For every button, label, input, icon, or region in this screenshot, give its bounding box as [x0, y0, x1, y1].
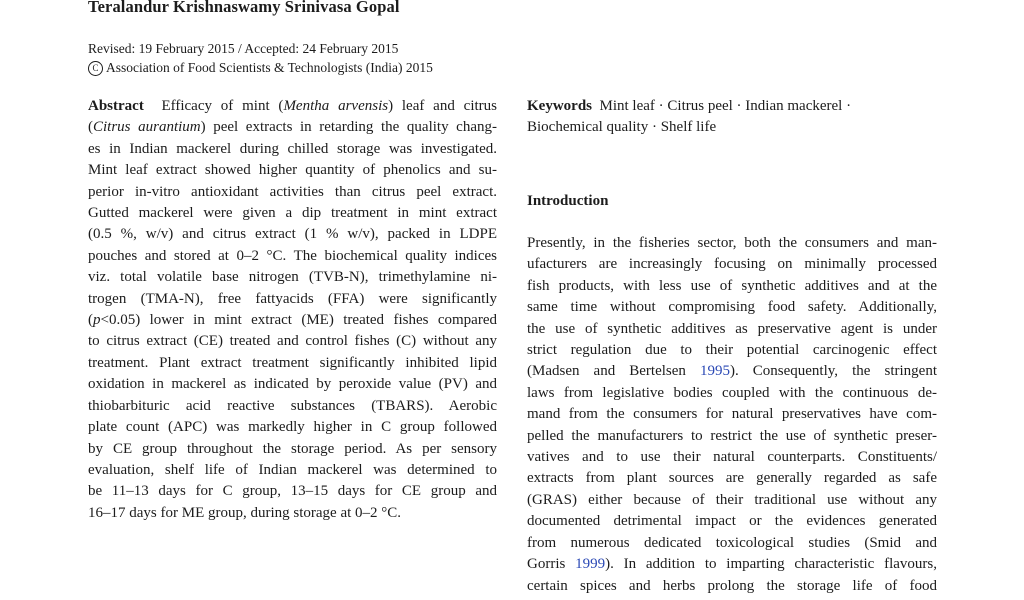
abstract-section [88, 96, 497, 524]
citation-link[interactable]: 1995 [699, 363, 730, 380]
intro-line: mand from the consumers for natural preservatives have com- [527, 406, 937, 423]
intro-line: laws from legislative bodies coupled with the continuous de- [527, 384, 937, 401]
intro-line: the use of synthetic additives as preservative agent is under [527, 320, 937, 337]
abstract-line: (Citrus aurantium) peel extracts in retarding the quality chang- [88, 119, 497, 136]
article-dates [88, 39, 433, 77]
intro-line: same time without compromising food safety. Additionally, [527, 299, 937, 316]
keywords-label: Keywords [527, 98, 592, 114]
abstract-line: Gutted mackerel were given a dip treatment in mint extract [88, 205, 497, 222]
intro-line: Presently, in the fisheries sector, both the consumers and man- [527, 235, 937, 251]
abstract-line: 16–17 days for ME group, during storage at 0–2 °C. [88, 504, 402, 521]
intro-line: (Madsen and Bertelsen 1995). Consequently, the stringent [527, 363, 937, 380]
copyright-text: Association of Food Scientists & Technologists (India) 2015 [106, 60, 433, 75]
intro-line: pelled the manufacturers to restrict the use of synthetic preser- [527, 427, 937, 444]
abstract-line: viz. total volatile base nitrogen (TVB-N), trimethylamine ni- [88, 269, 497, 286]
abstract-line: Mint leaf extract showed higher quantity of phenolics and su- [88, 162, 497, 179]
abstract-line: trogen (TMA-N), free fattyacids (FFA) were significantly [88, 290, 497, 307]
keywords-line: Biochemical quality · Shelf life [527, 119, 717, 136]
abstract-line: (p<0.05) lower in mint extract (ME) treated fishes compared [88, 312, 497, 329]
intro-line: fish products, with less use of synthetic additives and at the [527, 277, 937, 294]
copyright-icon: C [88, 61, 103, 76]
abstract-line: (0.5 %, w/v) and citrus extract (1 % w/v), packed in LDPE [88, 226, 497, 243]
intro-line: certain spices and herbs prolong the storage life of food [527, 577, 937, 594]
revised-accepted-dates: Revised: 19 February 2015 / Accepted: 24 February 2015 [88, 41, 399, 56]
intro-line: ufacturers are increasingly focusing on minimally processed [527, 256, 937, 273]
abstract-line: oxidation in mackerel as indicated by peroxide value (PV) and [88, 376, 497, 393]
abstract-line: by CE group throughout the storage period. As per sensory [88, 440, 497, 457]
abstract-line: thiobarbituric acid reactive substances (TBARS). Aerobic [88, 397, 497, 414]
introduction-heading: Introduction [527, 193, 609, 209]
keywords-section [527, 96, 937, 139]
abstract-line: to citrus extract (CE) treated and control fishes (C) without any [88, 333, 497, 350]
intro-line: documented detrimental impact or the evidences generated [527, 513, 937, 530]
abstract-line: plate count (APC) was markedly higher in C group followed [88, 419, 497, 436]
keywords-text: Mint leaf · Citrus peel · Indian mackerel · [599, 98, 852, 114]
intro-line: from numerous dedicated toxicological studies (Smid and [527, 534, 937, 551]
intro-line: vatives and to use their natural counterparts. Constituents/ [527, 449, 937, 466]
author-name: Teralandur Krishnaswamy Srinivasa Gopal [88, 0, 400, 16]
abstract-line: treatment. Plant extract treatment significantly inhibited lipid [88, 354, 497, 371]
intro-line: strict regulation due to their potential carcinogenic effect [527, 342, 937, 359]
abstract-line: Abstract Efficacy of mint (Mentha arvensis) leaf and citrus [88, 98, 497, 114]
citation-link[interactable]: 1999 [575, 556, 606, 573]
introduction-body [527, 233, 937, 597]
abstract-line: es in Indian mackerel during chilled storage was investigated. [88, 140, 497, 157]
intro-line: (GRAS) either because of their traditional use without any [527, 491, 937, 508]
intro-line: Gorris 1999). In addition to imparting characteristic flavours, [527, 556, 937, 573]
keywords-line [527, 96, 937, 117]
abstract-line: be 11–13 days for C group, 13–15 days for CE group and [88, 483, 497, 500]
intro-line: extracts from plant sources are generally regarded as safe [527, 470, 937, 487]
abstract-label: Abstract [88, 98, 144, 114]
copyright-line [88, 58, 433, 77]
abstract-line: evaluation, shelf life of Indian mackerel was determined to [88, 461, 497, 478]
abstract-line: perior in-vitro antioxidant activities than citrus peel extract. [88, 183, 497, 200]
abstract-line: pouches and stored at 0–2 °C. The biochemical quality indices [88, 247, 497, 264]
